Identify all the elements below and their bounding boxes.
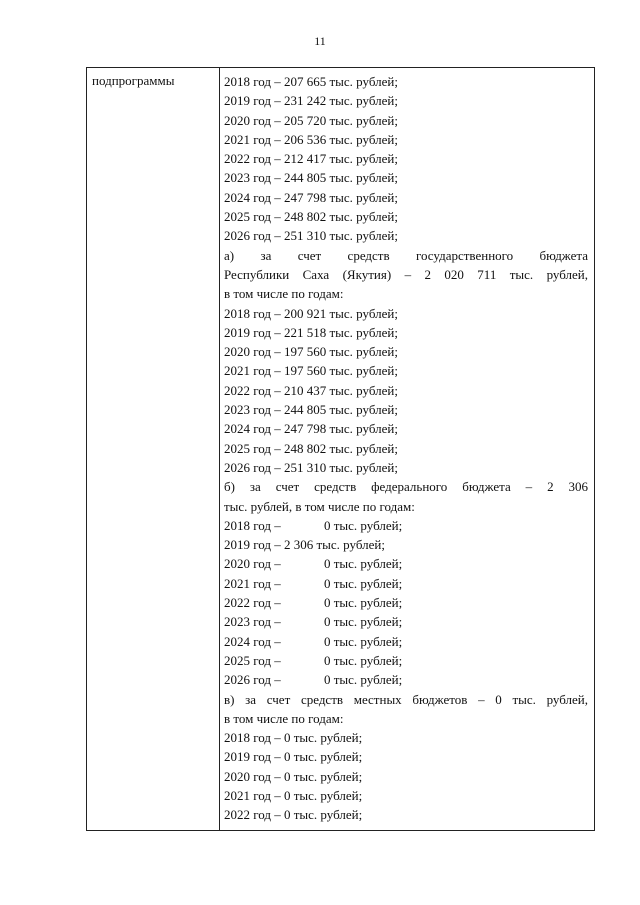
year-line: 2022 год – 0 тыс. рублей;	[224, 807, 363, 823]
year-value: 0 тыс. рублей;	[324, 614, 403, 630]
year-line: 2026 год – 251 310 тыс. рублей;	[224, 459, 398, 475]
year-line: 2021 год – 206 536 тыс. рублей;	[224, 131, 398, 147]
year-line: 2025 год – 248 802 тыс. рублей;	[224, 440, 398, 456]
year-line: 2024 год – 247 798 тыс. рублей;	[224, 189, 398, 205]
year-line: 2018 год – 207 665 тыс. рублей;	[224, 74, 398, 89]
year-label: 2019 год –	[224, 537, 281, 553]
year-label: 2025 год –	[224, 652, 281, 668]
section-b-heading: б) за счет средств федерального бюджета – 2 306	[224, 479, 588, 495]
year-line: 2018 год – 200 921 тыс. рублей;	[224, 305, 398, 321]
section-a-heading: а) за счет средств государственного бюджета	[224, 247, 588, 263]
year-line: 2022 год – 212 417 тыс. рублей;	[224, 151, 398, 167]
year-line: 2023 год – 244 805 тыс. рублей;	[224, 402, 398, 418]
year-line	[224, 574, 588, 593]
section-c-heading: в) за счет средств местных бюджетов – 0 тыс. рублей,	[224, 691, 588, 707]
year-line: 2025 год – 248 802 тыс. рублей;	[224, 209, 398, 225]
year-label: 2018 год –	[224, 517, 281, 533]
year-line: 2021 год – 0 тыс. рублей;	[224, 787, 363, 803]
year-label: 2024 год –	[224, 633, 281, 649]
year-label: 2021 год –	[224, 575, 281, 591]
year-line: 2020 год – 205 720 тыс. рублей;	[224, 112, 398, 128]
year-line	[224, 632, 588, 651]
year-line	[224, 593, 588, 612]
year-label: 2026 год –	[224, 672, 281, 688]
year-line	[224, 651, 588, 670]
row-label: подпрограммы	[92, 73, 175, 88]
year-line: 2018 год – 0 тыс. рублей;	[224, 730, 363, 746]
year-value: 0 тыс. рублей;	[324, 517, 403, 533]
year-line	[224, 535, 588, 554]
year-label: 2022 год –	[224, 595, 281, 611]
right-cell	[220, 68, 594, 830]
year-line: 2019 год – 231 242 тыс. рублей;	[224, 93, 398, 109]
year-value: 0 тыс. рублей;	[324, 595, 403, 611]
year-line	[224, 554, 588, 573]
year-label: 2023 год –	[224, 614, 281, 630]
year-line: 2020 год – 0 тыс. рублей;	[224, 768, 363, 784]
year-value: 0 тыс. рублей;	[324, 652, 403, 668]
year-line: 2021 год – 197 560 тыс. рублей;	[224, 363, 398, 379]
year-line: 2019 год – 0 тыс. рублей;	[224, 749, 363, 765]
year-line: 2022 год – 210 437 тыс. рублей;	[224, 382, 398, 398]
year-line: 2019 год – 221 518 тыс. рублей;	[224, 324, 398, 340]
section-a-heading-cont: Республики Саха (Якутия) – 2 020 711 тыс. рублей,	[224, 266, 588, 282]
year-line: 2026 год – 251 310 тыс. рублей;	[224, 228, 398, 244]
year-value: 0 тыс. рублей;	[324, 556, 403, 572]
left-cell	[87, 68, 220, 830]
year-value: 2 306 тыс. рублей;	[284, 537, 385, 553]
year-line: 2020 год – 197 560 тыс. рублей;	[224, 344, 398, 360]
year-value: 0 тыс. рублей;	[324, 672, 403, 688]
year-value: 0 тыс. рублей;	[324, 575, 403, 591]
year-line: 2023 год – 244 805 тыс. рублей;	[224, 170, 398, 186]
year-value: 0 тыс. рублей;	[324, 633, 403, 649]
year-line: 2024 год – 247 798 тыс. рублей;	[224, 421, 398, 437]
budget-table	[86, 67, 595, 831]
page-number: 11	[314, 34, 326, 48]
year-line	[224, 516, 588, 535]
section-a-by-years: в том числе по годам:	[224, 286, 344, 302]
year-label: 2020 год –	[224, 556, 281, 572]
year-line	[224, 670, 588, 689]
section-c-by-years: в том числе по годам:	[224, 710, 344, 726]
year-line	[224, 612, 588, 631]
section-b-heading-cont: тыс. рублей, в том числе по годам:	[224, 498, 415, 514]
